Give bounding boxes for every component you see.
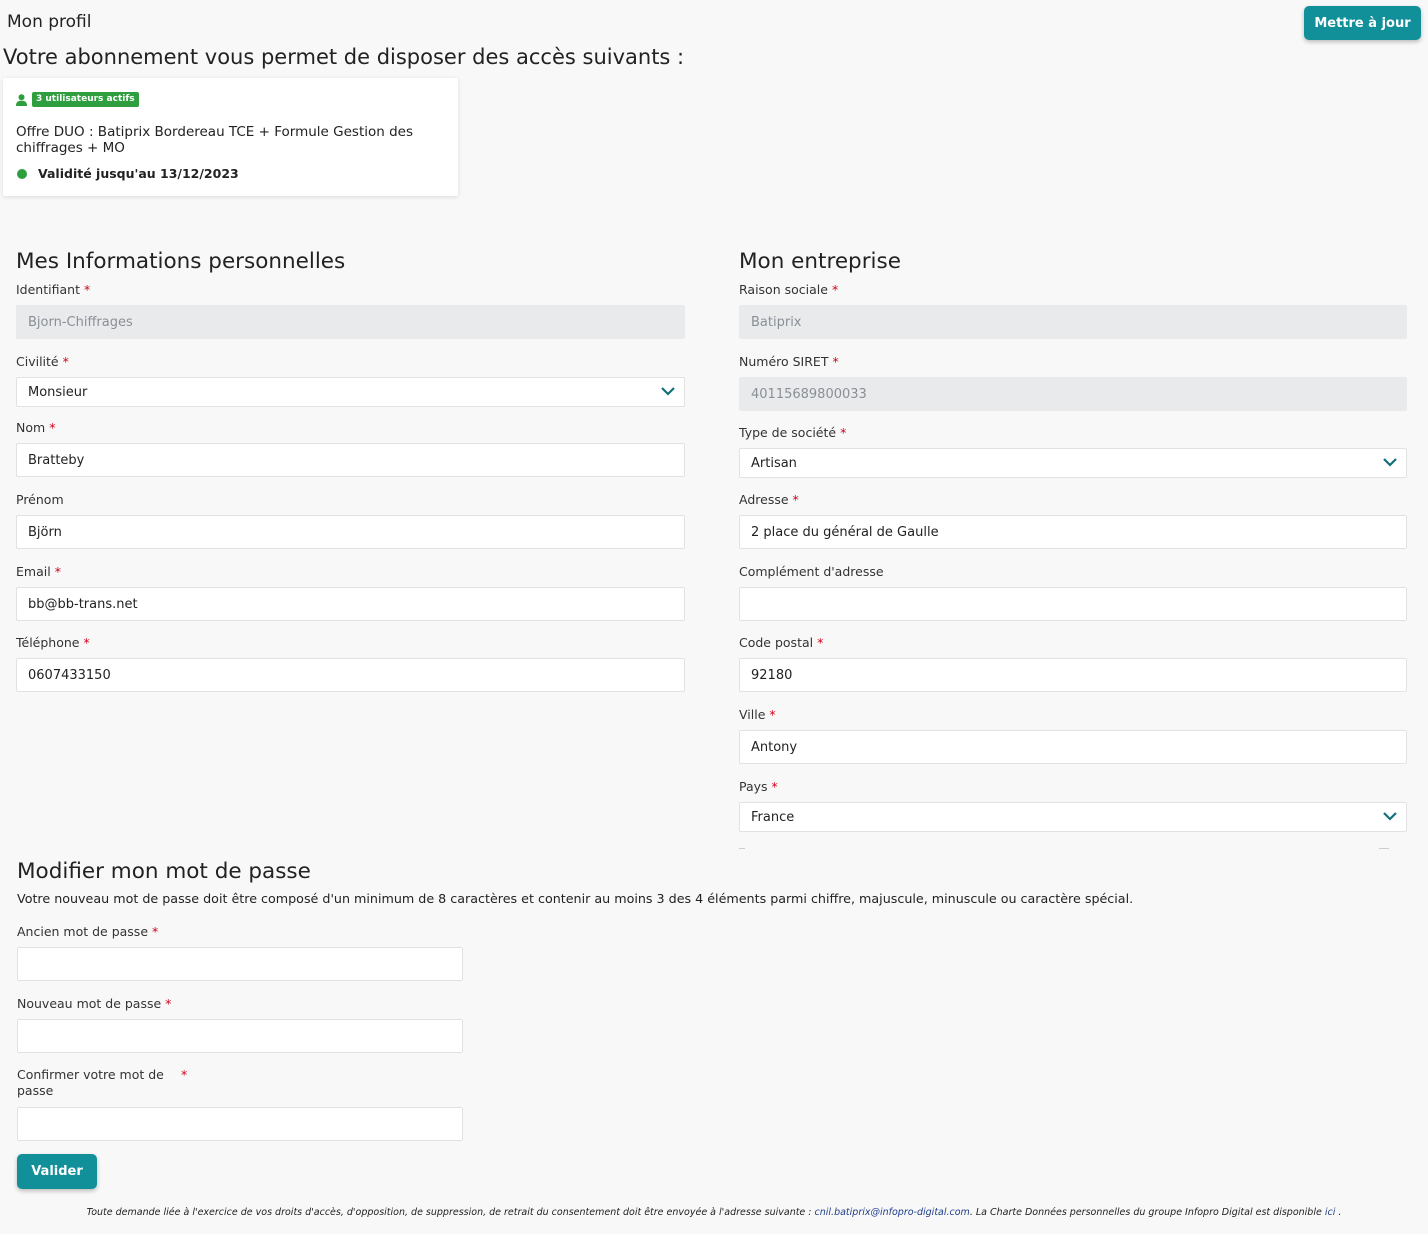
- civilite-label: Civilité *: [16, 354, 69, 369]
- chevron-down-icon: [1382, 456, 1398, 472]
- old-password-label: Ancien mot de passe *: [17, 924, 159, 939]
- footer-ici-link[interactable]: ici: [1324, 1207, 1336, 1218]
- chevron-down-icon: [660, 385, 676, 401]
- validity-row: [17, 166, 239, 181]
- siret-label: Numéro SIRET *: [739, 354, 839, 369]
- required-marker: *: [831, 282, 839, 297]
- status-dot-icon: [17, 169, 27, 179]
- raison-sociale-field: Batiprix: [739, 305, 1407, 339]
- offer-text: Offre DUO : Batiprix Bordereau TCE + Formule Gestion des chiffrages + MO: [16, 124, 414, 156]
- identifiant-label: Identifiant *: [16, 282, 91, 297]
- identifiant-field: Bjorn-Chiffrages: [16, 305, 685, 339]
- active-users-row: [16, 92, 139, 107]
- user-icon: [16, 94, 27, 106]
- required-marker: *: [54, 564, 61, 579]
- complement-field[interactable]: [739, 587, 1407, 621]
- confirm-password-field[interactable]: [17, 1107, 463, 1141]
- required-marker: *: [771, 779, 778, 794]
- pays-select[interactable]: [739, 802, 1407, 832]
- code-postal-label: Code postal *: [739, 635, 824, 650]
- prenom-label: Prénom: [16, 492, 64, 507]
- telephone-field[interactable]: 0607433150: [16, 658, 685, 692]
- type-societe-value: Artisan: [751, 455, 797, 471]
- civilite-value: Monsieur: [28, 384, 88, 400]
- email-field[interactable]: bb@bb-trans.net: [16, 587, 685, 621]
- required-marker: *: [817, 635, 824, 650]
- required-marker: *: [83, 635, 90, 650]
- clipped-field-hint: [739, 842, 1407, 850]
- adresse-label: Adresse *: [739, 492, 799, 507]
- password-section-title: Modifier mon mot de passe: [17, 859, 311, 884]
- old-password-field[interactable]: [17, 947, 463, 981]
- required-marker: *: [769, 707, 776, 722]
- footer-text: Toute demande liée à l'exercice de vos droits d'accès, d'opposition, de suppression, de retrait du consentement doit être envoyée à l'adresse suivante :: [86, 1207, 815, 1218]
- new-password-label: Nouveau mot de passe *: [17, 996, 172, 1011]
- email-label: Email *: [16, 564, 61, 579]
- password-hint: Votre nouveau mot de passe doit être composé d'un minimum de 8 caractères et contenir au moins 3 des 4 éléments parmi chiffre, majuscule, minuscule ou caractère spécial.: [17, 891, 1134, 906]
- company-section-title: Mon entreprise: [739, 249, 901, 274]
- required-marker: *: [832, 354, 839, 369]
- type-societe-label: Type de société *: [739, 425, 847, 440]
- update-button[interactable]: Mettre à jour: [1304, 6, 1421, 40]
- active-users-badge: 3 utilisateurs actifs: [32, 92, 139, 107]
- footer-text: .: [1335, 1207, 1342, 1218]
- telephone-label: Téléphone *: [16, 635, 90, 650]
- prenom-field[interactable]: Björn: [16, 515, 685, 549]
- civilite-select[interactable]: [16, 377, 685, 407]
- pays-label: Pays *: [739, 779, 778, 794]
- required-marker: *: [181, 1067, 188, 1082]
- siret-field: 40115689800033: [739, 377, 1407, 411]
- raison-sociale-label: Raison sociale *: [739, 282, 839, 297]
- new-password-field[interactable]: [17, 1019, 463, 1053]
- ville-field[interactable]: Antony: [739, 730, 1407, 764]
- subscription-heading: Votre abonnement vous permet de disposer des accès suivants :: [3, 45, 685, 69]
- required-marker: *: [792, 492, 799, 507]
- confirm-password-label: Confirmer votre mot de passe: [17, 1067, 164, 1098]
- valider-button[interactable]: Valider: [17, 1154, 97, 1189]
- subscription-card: [3, 78, 458, 196]
- nom-label: Nom *: [16, 420, 56, 435]
- required-marker: *: [840, 425, 847, 440]
- footer-notice: [0, 1207, 1428, 1218]
- footer-email-link[interactable]: cnil.batiprix@infopro-digital.com: [814, 1207, 970, 1218]
- required-marker: *: [62, 354, 69, 369]
- type-societe-select[interactable]: [739, 448, 1407, 478]
- validity-text: Validité jusqu'au 13/12/2023: [38, 166, 239, 181]
- adresse-field[interactable]: 2 place du général de Gaulle: [739, 515, 1407, 549]
- required-marker: *: [49, 420, 56, 435]
- code-postal-field[interactable]: 92180: [739, 658, 1407, 692]
- page-title: Mon profil: [7, 12, 92, 32]
- required-marker: *: [165, 996, 172, 1011]
- nom-field[interactable]: Bratteby: [16, 443, 685, 477]
- required-marker: *: [83, 282, 91, 297]
- personal-section-title: Mes Informations personnelles: [16, 249, 346, 274]
- required-marker: *: [152, 924, 159, 939]
- pays-value: France: [751, 809, 795, 825]
- footer-text: . La Charte Données personnelles du groupe Infopro Digital est disponible: [969, 1207, 1325, 1218]
- ville-label: Ville *: [739, 707, 776, 722]
- chevron-down-icon: [1382, 810, 1398, 826]
- complement-label: Complément d'adresse: [739, 564, 884, 579]
